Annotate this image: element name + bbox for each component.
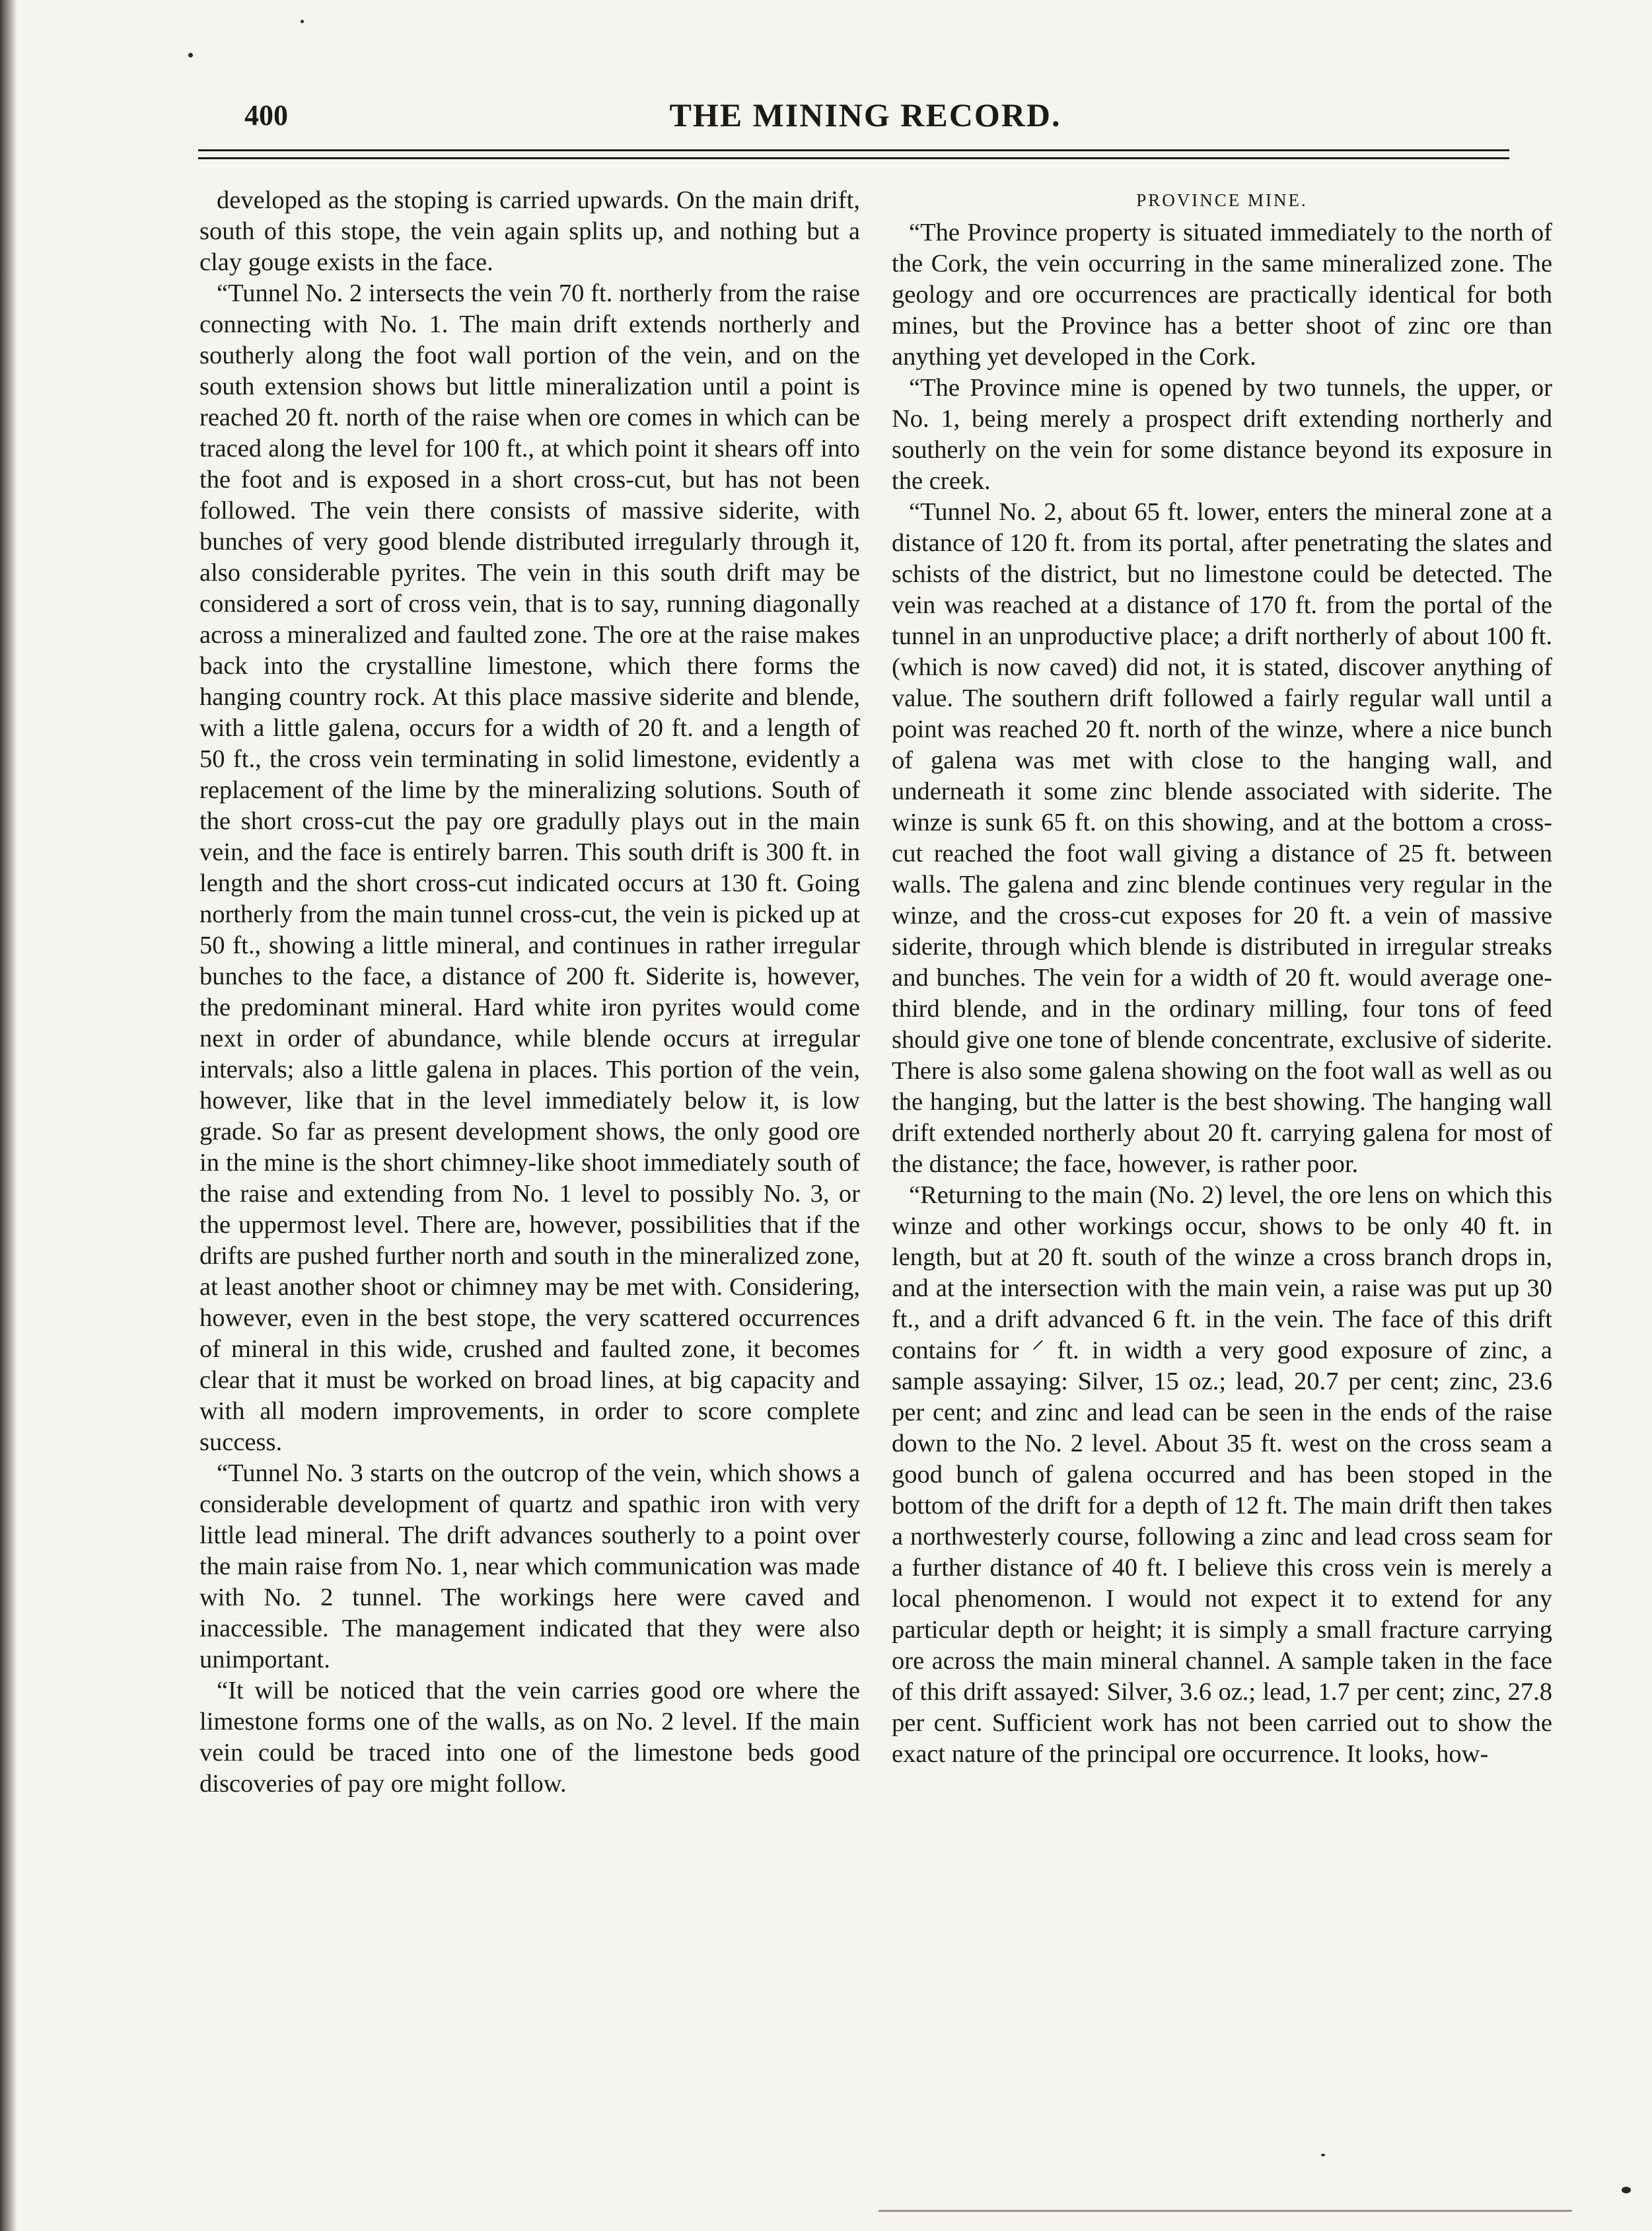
paragraph: “Tunnel No. 2, about 65 ft. lower, enters the mineral zone at a distance of 120 ft. from its portal, after penetrating the slates and schists of the district, but no limestone could be detected. The vein was reached at a distance of 170 ft. from the portal of the tunnel in an unproductive place; a drift northerly of about 100 ft. (which is now caved) did not, it is stated, discover anything of value. The southern drift followed a fairly regular wall until a point was reached 20 ft. north of the winze, where a nice bunch of galena was met with close to the hanging wall, and underneath it some zinc blende associated with siderite. The winze is sunk 65 ft. on this showing, and at the bottom a cross-cut reached the foot wall giving a distance of 25 ft. between walls. The galena and zinc blende continues very regular in the winze, and the cross-cut exposes for 20 ft. a vein of massive siderite, through which blende is distributed in irregular streaks and bunches. The vein for a width of 20 ft. would average one-third blende, and in the ordinary milling, four tons of feed should give one tone of blende concentrate, exclusive of siderite. There is also some galena showing on the foot wall as well as ou the hanging, but the latter is the best showing. The hanging wall drift extended northerly about 20 ft. carrying galena for most of the distance; the face, however, is rather poor. [892,498,1552,1178]
section-heading: PROVINCE MINE. [1136,190,1308,210]
paragraph: “Returning to the main (No. 2) level, the ore lens on which this winze and other workings occur, shows to be only 40 ft. in length, but at 20 ft. south of the winze a cross branch drops in, and at the intersection with the main vein, a raise was put up 30 ft., and a drift advanced 6 ft. in the vein. The face of this drift contains for ⸍ ft. in width a very good exposure of zinc, a sample assaying: Silver, 15 oz.; lead, 20.7 per cent; zinc, 23.6 per cent; and zinc and lead can be seen in the ends of the raise down to the No. 2 level. About 35 ft. west on the cross seam a good bunch of galena occurred and has been stoped in the bottom of the drift for a depth of 12 ft. The main drift then takes a northwesterly course, following a zinc and lead cross seam for a further distance of 40 ft. I believe this cross vein is merely a local phenomenon. I would not expect it to extend for any particular depth or height; it is simply a small fracture carrying ore across the main mineral channel. A sample taken in the face of this drift assayed: Silver, 3.6 oz.; lead, 1.7 per cent; zinc, 27.8 per cent. Sufficient work has not been carried out to show the exact nature of the principal ore occurrence. It looks, how- [892,1181,1552,1768]
page-header [198,89,1532,149]
print-speck [1321,2154,1325,2156]
print-speck [1622,2187,1631,2193]
page-bottom-mark [879,2210,1572,2212]
paragraph: “The Province property is situated immediately to the north of the Cork, the vein occurring in the same mineralized zone. The geology and ore occurrences are practically identical for both mines, but the Province has a better shoot of zinc ore than anything yet developed in the Cork. [892,219,1552,371]
paragraph: developed as the stoping is carried upwards. On the main drift, south of this stope, the vein again splits up, and nothing but a clay gouge exists in the face. [199,186,860,276]
right-column [892,185,1552,1770]
print-speck [301,20,304,23]
header-rule-bottom [198,157,1509,159]
left-column [199,185,860,1800]
page-number: 400 [244,99,288,131]
print-speck [188,53,193,57]
paragraph: “The Province mine is opened by two tunnels, the upper, or No. 1, being merely a prospect drift extending northerly and southerly on the vein for some distance beyond its exposure in the creek. [892,374,1552,495]
header-rule-top [198,149,1509,151]
page-binding-edge [0,0,22,2231]
paragraph: “Tunnel No. 3 starts on the outcrop of the vein, which shows a considerable development of quartz and spathic iron with very little lead mineral. The drift advances southerly to a point over the main raise from No. 1, near which communication was made with No. 2 tunnel. The workings here were caved and inaccessible. The management indicated that they were also unimportant. [199,1459,860,1673]
paragraph: “Tunnel No. 2 intersects the vein 70 ft. northerly from the raise connecting with No. 1. The main drift extends northerly and southerly along the foot wall portion of the vein, and on the south extension shows but little mineralization until a point is reached 20 ft. north of the raise when ore comes in which can be traced along the level for 100 ft., at which point it shears off into the foot and is exposed in a short cross-cut, but has not been followed. The vein there consists of massive siderite, with bunches of very good blende distributed irregularly through it, also considerable pyrites. The vein in this south drift may be considered a sort of cross vein, that is to say, running diagonally across a mineralized and faulted zone. The ore at the raise makes back into the crystalline limestone, which there forms the hanging country rock. At this place massive siderite and blende, with a little galena, occurs for a width of 20 ft. and a length of 50 ft., the cross vein terminating in solid limestone, evidently a replacement of the lime by the mineralizing solutions. South of the short cross-cut the pay ore gradully plays out in the main vein, and the face is entirely barren. This south drift is 300 ft. in length and the short cross-cut indicated occurs at 130 ft. Going northerly from the main tunnel cross-cut, the vein is picked up at 50 ft., showing a little mineral, and continues in rather irregular bunches to the face, a distance of 200 ft. Siderite is, however, the predominant mineral. Hard white iron pyrites would come next in order of abundance, while blende occurs at irregular intervals; also a little galena in places. This portion of the vein, however, like that in the level immediately below it, is low grade. So far as present development shows, the only good ore in the mine is the short chimney-like shoot immediately south of the raise and extending from No. 1 level to possibly No. 3, or the uppermost level. There are, however, possibilities that if the drifts are pushed further north and south in the mineralized zone, at least another shoot or chimney may be met with. Considering, however, even in the best stope, the very scattered occurrences of mineral in this wide, crushed and faulted zone, it becomes clear that it must be worked on broad lines, at big capacity and with all modern improvements, in order to score complete success. [199,279,860,1456]
paragraph: “It will be noticed that the vein carries good ore where the limestone forms one of the walls, as on No. 2 level. If the main vein could be traced into one of the limestone beds good discoveries of pay ore might follow. [199,1677,860,1798]
journal-title: THE MINING RECORD. [669,96,1061,133]
